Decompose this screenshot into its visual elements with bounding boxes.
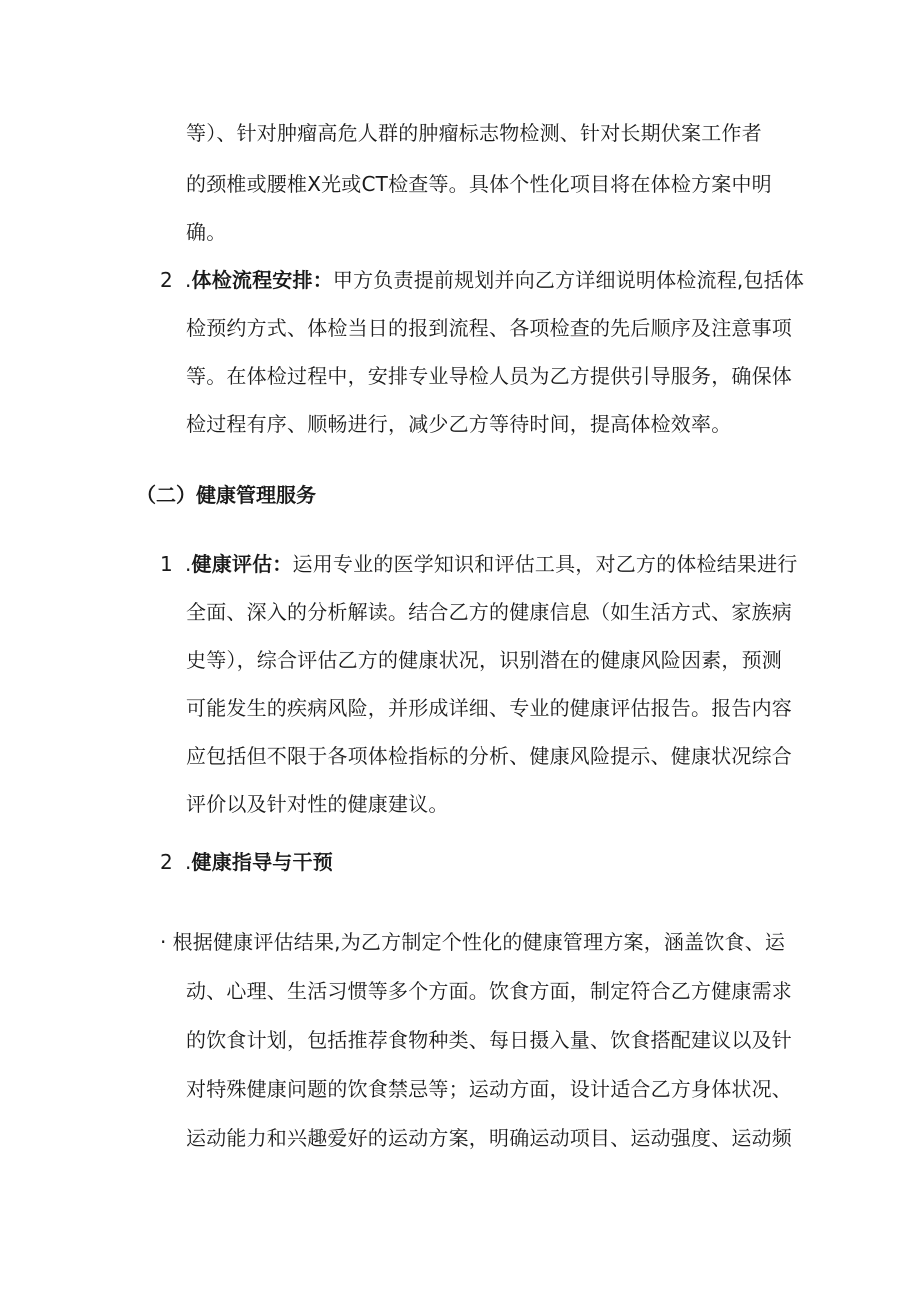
paragraph-line: 对特殊健康问题的饮食禁忌等；运动方面，设计适合乙方身体状况、 — [186, 1077, 792, 1101]
list-dot: . — [184, 552, 192, 576]
paragraph-line: 应包括但不限于各项体检指标的分析、健康风险提示、健康状况综合 — [186, 744, 792, 768]
list-item-first-line — [160, 550, 798, 578]
item-text: 运用专业的医学知识和评估工具，对乙方的体检结果进行 — [292, 552, 798, 576]
list-item-first-line — [160, 266, 804, 294]
list-number: 2 — [160, 268, 173, 292]
list-number: 2 — [160, 850, 173, 874]
item-label: 健康评估： — [191, 552, 293, 576]
paragraph-line: 运动能力和兴趣爱好的运动方案，明确运动项目、运动强度、运动频 — [186, 1126, 792, 1150]
bullet-text: 根据健康评估结果,为乙方制定个性化的健康管理方案，涵盖饮食、运 — [172, 930, 786, 954]
list-item-first-line — [160, 848, 333, 876]
bullet-first-line — [160, 928, 785, 956]
list-dot: . — [184, 268, 192, 292]
section-heading: （二）健康管理服务 — [136, 483, 316, 507]
paragraph-line: 等）、针对肿瘤高危人群的肿瘤标志物检测、针对长期伏案工作者 — [186, 121, 762, 145]
paragraph-line: 的颈椎或腰椎X光或CT检查等。具体个性化项目将在体检方案中明 — [186, 172, 772, 196]
paragraph-line: 的饮食计划，包括推荐食物种类、每日摄入量、饮食搭配建议以及针 — [186, 1028, 792, 1052]
paragraph-line: 等。在体检过程中，安排专业导检人员为乙方提供引导服务，确保体 — [186, 364, 792, 388]
paragraph-line: 评价以及针对性的健康建议。 — [186, 792, 449, 816]
paragraph-line: 可能发生的疾病风险，并形成详细、专业的健康评估报告。报告内容 — [186, 696, 792, 720]
list-number: 1 — [160, 552, 173, 576]
item-label: 体检流程安排： — [191, 268, 333, 292]
list-dot: . — [184, 850, 192, 874]
item-label: 健康指导与干预 — [191, 850, 333, 874]
paragraph-line: 动、心理、生活习惯等多个方面。饮食方面，制定符合乙方健康需求 — [186, 979, 792, 1003]
paragraph-line: 检过程有序、顺畅进行，减少乙方等待时间，提高体检效率。 — [186, 412, 732, 436]
item-text: 甲方负责提前规划并向乙方详细说明体检流程,包括体 — [332, 268, 805, 292]
paragraph-line: 史等），综合评估乙方的健康状况，识别潜在的健康风险因素，预测 — [186, 648, 782, 672]
paragraph-line: 全面、深入的分析解读。结合乙方的健康信息（如生活方式、家族病 — [186, 600, 792, 624]
bullet-marker: · — [160, 930, 167, 954]
paragraph-line: 检预约方式、体检当日的报到流程、各项检查的先后顺序及注意事项 — [186, 316, 792, 340]
paragraph-line: 确。 — [186, 220, 227, 244]
